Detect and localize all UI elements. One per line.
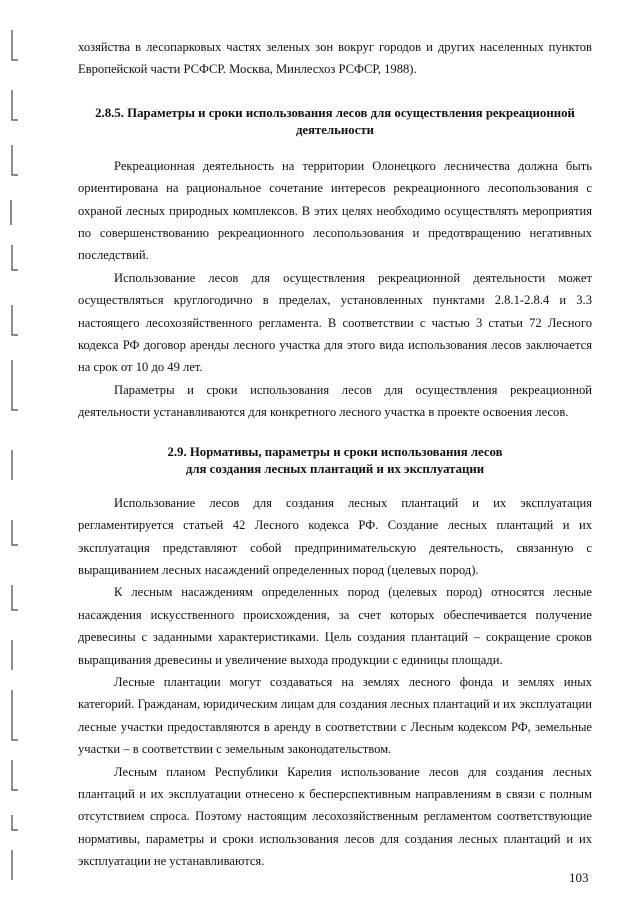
heading-line: деятельности [295,122,375,137]
paragraph: Лесным планом Республики Карелия использование лесов для создания лесных плантаций и их эксплуатации отнесено к бесперспективным направлениям в связи с полным отсутствием спроса. Поэтому настоящим лесохозяйственным регламентом соответствующие нормативы, параметры и сроки использования лесов для создания лесных плантаций и их эксплуатации не устанавливаются. [78,764,592,869]
paragraph: Рекреационная деятельность на территории Олонецкого лесничества должна быть ориентирована на рациональное сочетание интересов рекреационного лесопользования с охраной лесных природных комплексов. В этих целях необходимо осуществлять мероприятия по совершенствованию рекреационного лесопользования и предотвращению негативных последствий. [78,158,592,263]
section-heading-2-8-5 [78,105,592,139]
paragraph: К лесным насаждениям определенных пород (целевых пород) относятся лесные насаждения искусственного происхождения, за счет которых обеспечивается получение древесины с заданными характеристиками. Цель создания плантаций – сокращение сроков выращивания древесины и увеличение выхода продукции с единицы площади. [78,585,592,667]
paragraph: Лесные плантации могут создаваться на землях лесного фонда и землях иных категорий. Гражданам, юридическим лицам для создания лесных плантаций и их эксплуатации лесные участки предоставляются в аренду в соответствии с Лесным кодексом РФ, земельные участки – в соответствии с земельным законодательством. [78,674,592,757]
paragraph: Использование лесов для создания лесных плантаций и их эксплуатация регламентируется статьей 42 Лесного кодекса РФ. Создание лесных плантаций и их эксплуатация представляют собой предпринимательскую деятельность, связанную с выращиванием лесных насаждений определенных пород (целевых пород). [78,495,592,577]
paragraph: Использование лесов для осуществления рекреационной деятельности может осуществляться круглогодично в пределах, установленных пунктами 2.8.1-2.8.4 и 3.3 настоящего лесохозяйственного регламента. В соответствии с частью 3 статьи 72 Лесного кодекса РФ договор аренды лесного участка для этого вида использования лесов заключается на срок от 10 до 49 лет. [78,270,592,375]
heading-line: 2.8.5. Параметры и сроки использования лесов для осуществления рекреационной [95,105,575,120]
intro-paragraph: хозяйства в лесопарковых частях зеленых зон вокруг городов и других населенных пунктов Европейской части РСФСР. Москва, Минлесхоз РСФСР, 1988). [78,40,592,77]
paragraph: Параметры и сроки использования лесов для осуществления рекреационной деятельности устанавливаются для конкретного лесного участка в проекте освоения лесов. [78,382,592,420]
page-number: 103 [569,870,589,885]
section-heading-2-9 [78,444,592,478]
heading-line: 2.9. Нормативы, параметры и сроки использования лесов [167,444,503,459]
document-page [78,36,592,873]
heading-line: для создания лесных плантаций и их эксплуатации [185,461,485,476]
binding-margin-marks [0,0,22,905]
